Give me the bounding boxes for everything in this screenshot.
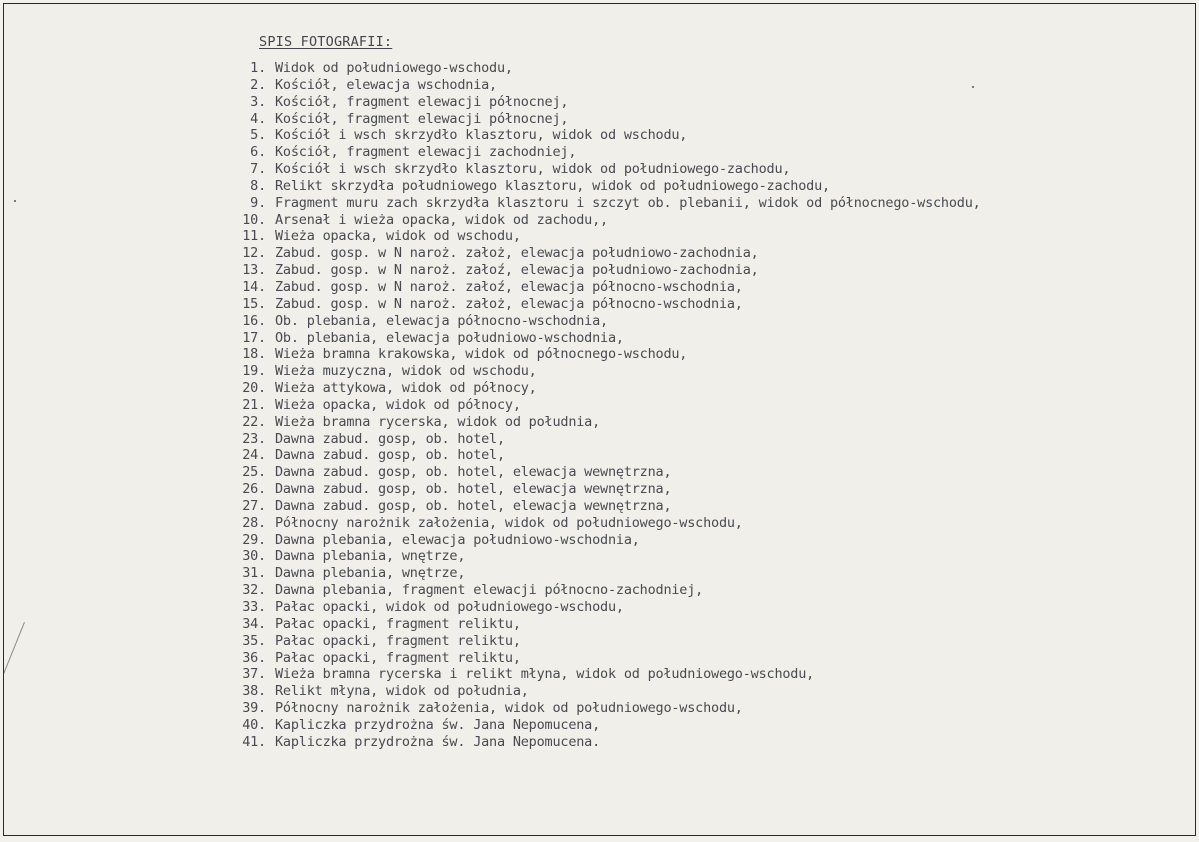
item-number: 6. bbox=[250, 144, 266, 161]
item-text: Zabud. gosp. w N naroż. załoź, elewacja północno-wschodnia, bbox=[275, 278, 743, 295]
list-item bbox=[240, 414, 981, 431]
list-item bbox=[240, 464, 981, 481]
item-text: Pałac opacki, widok od południowego-wschodu, bbox=[275, 599, 624, 615]
item-number: 2. bbox=[250, 76, 266, 93]
list-item bbox=[240, 94, 981, 111]
item-number: 16. bbox=[242, 312, 266, 329]
list-item bbox=[240, 616, 981, 633]
item-text: Kościół, fragment elewacji zachodniej, bbox=[275, 144, 577, 161]
item-text: Wieża opacka, widok od wschodu, bbox=[275, 228, 521, 245]
item-text: Widok od południowego-wschodu, bbox=[275, 60, 513, 76]
item-number: 40. bbox=[242, 716, 266, 733]
item-number: 29. bbox=[242, 531, 266, 548]
list-item bbox=[240, 380, 981, 397]
item-text: Wieża muzyczna, widok od wschodu, bbox=[275, 363, 537, 380]
item-text: Relikt skrzydła południowego klasztoru, widok od południowego-zachodu, bbox=[275, 177, 830, 194]
item-number: 27. bbox=[242, 497, 266, 514]
item-number: 28. bbox=[242, 514, 266, 531]
list-item bbox=[240, 346, 981, 363]
list-item bbox=[240, 734, 981, 751]
item-number: 3. bbox=[250, 93, 266, 110]
item-text: Kapliczka przydrożna św. Jana Nepomucena, bbox=[275, 716, 601, 733]
item-text: Dawna zabud. gosp, ob. hotel, elewacja wewnętrzna, bbox=[275, 481, 672, 498]
list-item bbox=[240, 60, 981, 77]
list-item bbox=[240, 532, 981, 549]
item-number: 12. bbox=[242, 245, 266, 262]
item-text: Kościół i wsch skrzydło klasztoru, widok od wschodu, bbox=[275, 127, 688, 144]
item-number: 22. bbox=[242, 413, 266, 430]
list-item bbox=[240, 431, 981, 448]
item-number: 30. bbox=[242, 548, 266, 565]
list-item bbox=[240, 330, 981, 347]
item-number: 31. bbox=[242, 565, 266, 582]
list-item bbox=[240, 212, 981, 229]
item-number: 38. bbox=[242, 683, 266, 700]
item-number: 41. bbox=[242, 733, 266, 750]
list-item bbox=[240, 77, 981, 94]
list-item bbox=[240, 363, 981, 380]
item-text: Ob. plebania, elewacja północno-wschodnia, bbox=[275, 312, 608, 329]
list-item bbox=[240, 144, 981, 161]
item-number: 33. bbox=[242, 599, 266, 615]
item-text: Dawna zabud. gosp, ob. hotel, elewacja wewnętrzna, bbox=[275, 497, 672, 514]
item-text: Dawna zabud. gosp, ob. hotel, bbox=[275, 447, 505, 464]
item-number: 35. bbox=[242, 632, 266, 649]
item-text: Pałac opacki, fragment reliktu, bbox=[275, 615, 521, 632]
item-number: 18. bbox=[242, 346, 266, 363]
ink-speck bbox=[972, 86, 974, 88]
item-number: 13. bbox=[242, 262, 266, 279]
list-item bbox=[240, 296, 981, 313]
list-item bbox=[240, 313, 981, 330]
item-text: Wieża opacka, widok od północy, bbox=[275, 396, 521, 413]
list-item bbox=[240, 683, 981, 700]
item-text: Relikt młyna, widok od południa, bbox=[275, 683, 529, 700]
item-text: Zabud. gosp. w N naroż. załoź, elewacja południowo-zachodnia, bbox=[275, 262, 759, 279]
item-number: 9. bbox=[250, 194, 266, 211]
item-text: Arsenał i wieża opacka, widok od zachodu,, bbox=[275, 211, 608, 228]
item-number: 32. bbox=[242, 582, 266, 599]
document-title: SPIS FOTOGRAFII: bbox=[259, 34, 393, 50]
ink-speck bbox=[14, 200, 16, 202]
item-text: Kościół, fragment elewacji północnej, bbox=[275, 110, 569, 127]
item-number: 4. bbox=[250, 110, 266, 127]
item-text: Dawna plebania, wnętrze, bbox=[275, 548, 466, 565]
list-item bbox=[240, 650, 981, 667]
list-item bbox=[240, 666, 981, 683]
item-text: Zabud. gosp. w N naroż. założ, elewacja północno-wschodnia, bbox=[275, 295, 743, 312]
item-text: Dawna plebania, fragment elewacji północno-zachodniej, bbox=[275, 582, 704, 599]
item-number: 15. bbox=[242, 295, 266, 312]
list-item bbox=[240, 717, 981, 734]
list-item bbox=[240, 161, 981, 178]
item-number: 1. bbox=[250, 60, 266, 76]
pencil-stroke bbox=[3, 622, 25, 680]
list-item bbox=[240, 195, 981, 212]
list-item bbox=[240, 633, 981, 650]
item-text: Wieża bramna krakowska, widok od północnego-wschodu, bbox=[275, 346, 688, 363]
list-item bbox=[240, 515, 981, 532]
list-item bbox=[240, 565, 981, 582]
list-item bbox=[240, 127, 981, 144]
list-item bbox=[240, 582, 981, 599]
item-number: 39. bbox=[242, 700, 266, 717]
list-item bbox=[240, 178, 981, 195]
item-text: Ob. plebania, elewacja południowo-wschodnia, bbox=[275, 329, 624, 346]
item-text: Kościół, elewacja wschodnia, bbox=[275, 76, 497, 93]
item-number: 37. bbox=[242, 666, 266, 683]
item-number: 24. bbox=[242, 447, 266, 464]
item-text: Fragment muru zach skrzydła klasztoru i szczyt ob. plebanii, widok od północnego-wschodu, bbox=[275, 194, 981, 211]
item-number: 11. bbox=[242, 228, 266, 245]
item-number: 7. bbox=[250, 161, 266, 178]
item-number: 21. bbox=[242, 396, 266, 413]
item-text: Wieża bramna rycerska, widok od południa, bbox=[275, 413, 601, 430]
list-item bbox=[240, 397, 981, 414]
item-text: Kościół, fragment elewacji północnej, bbox=[275, 93, 569, 110]
item-text: Kapliczka przydrożna św. Jana Nepomucena. bbox=[275, 733, 601, 750]
item-text: Dawna plebania, wnętrze, bbox=[275, 565, 466, 582]
item-text: Dawna plebania, elewacja południowo-wschodnia, bbox=[275, 531, 640, 548]
document-page bbox=[3, 3, 1196, 836]
item-number: 14. bbox=[242, 278, 266, 295]
item-number: 36. bbox=[242, 649, 266, 666]
item-number: 34. bbox=[242, 615, 266, 632]
list-item bbox=[240, 262, 981, 279]
item-text: Kościół i wsch skrzydło klasztoru, widok od południowego-zachodu, bbox=[275, 161, 791, 178]
list-item bbox=[240, 228, 981, 245]
item-text: Dawna zabud. gosp, ob. hotel, bbox=[275, 430, 505, 447]
list-item bbox=[240, 599, 981, 616]
list-item bbox=[240, 548, 981, 565]
list-item bbox=[240, 111, 981, 128]
item-number: 23. bbox=[242, 430, 266, 447]
list-item bbox=[240, 700, 981, 717]
list-item bbox=[240, 447, 981, 464]
item-text: Zabud. gosp. w N naroż. założ, elewacja południowo-zachodnia, bbox=[275, 245, 759, 262]
list-item bbox=[240, 481, 981, 498]
item-number: 20. bbox=[242, 380, 266, 397]
item-text: Pałac opacki, fragment reliktu, bbox=[275, 632, 521, 649]
list-item bbox=[240, 245, 981, 262]
item-text: Wieża bramna rycerska i relikt młyna, widok od południowego-wschodu, bbox=[275, 666, 815, 683]
item-number: 5. bbox=[250, 127, 266, 144]
item-number: 25. bbox=[242, 464, 266, 481]
item-text: Dawna zabud. gosp, ob. hotel, elewacja wewnętrzna, bbox=[275, 464, 672, 481]
item-text: Pałac opacki, fragment reliktu, bbox=[275, 649, 521, 666]
photo-list bbox=[240, 60, 981, 751]
list-item bbox=[240, 498, 981, 515]
item-text: Wieża attykowa, widok od północy, bbox=[275, 380, 537, 397]
item-number: 19. bbox=[242, 363, 266, 380]
item-number: 10. bbox=[242, 211, 266, 228]
item-number: 26. bbox=[242, 481, 266, 498]
item-number: 17. bbox=[242, 329, 266, 346]
item-number: 8. bbox=[250, 177, 266, 194]
item-text: Północny narożnik założenia, widok od południowego-wschodu, bbox=[275, 700, 743, 717]
list-item bbox=[240, 279, 981, 296]
item-text: Północny narożnik założenia, widok od południowego-wschodu, bbox=[275, 514, 743, 531]
